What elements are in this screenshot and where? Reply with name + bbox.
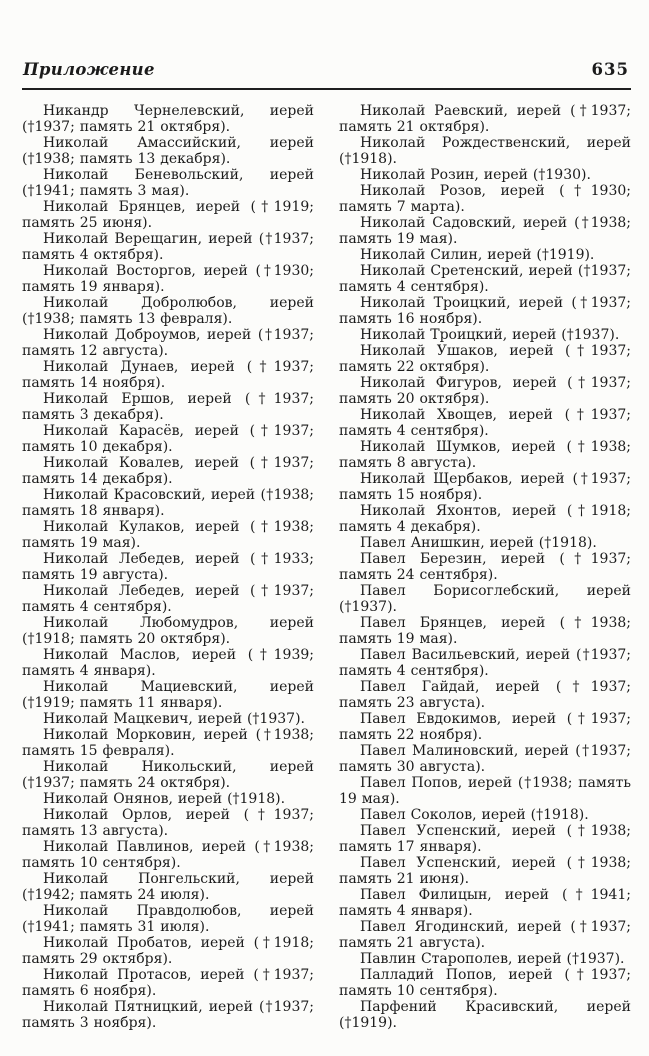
entry: Николай Брянцев, иерей (†1919; память 25 июня). <box>22 199 314 231</box>
entry: Николай Верещагин, иерей (†1937; память 4 октября). <box>22 231 314 263</box>
entry: Николай Орлов, иерей (†1937; память 13 августа). <box>22 807 314 839</box>
entry: Николай Сретенский, иерей (†1937; память 4 сентября). <box>339 263 631 295</box>
entry: Павел Борисоглебский, иерей (†1937). <box>339 583 631 615</box>
entry: Николай Пробатов, иерей (†1918; память 29 октября). <box>22 935 314 967</box>
two-column-text <box>22 103 631 1031</box>
entry: Николай Протасов, иерей (†1937; память 6 ноября). <box>22 967 314 999</box>
entry: Николай Фигуров, иерей (†1937; память 20 октября). <box>339 375 631 407</box>
entry: Николай Понгельский, иерей (†1942; память 24 июля). <box>22 871 314 903</box>
entry: Николай Онянов, иерей (†1918). <box>43 791 286 807</box>
entry: Николай Амассийский, иерей (†1938; память 13 декабря). <box>22 135 314 167</box>
entry: Николай Добролюбов, иерей (†1938; память 13 февраля). <box>22 295 314 327</box>
entry: Павел Успенский, иерей (†1938; память 21 июня). <box>339 855 631 887</box>
entry: Николай Ковалев, иерей (†1937; память 14 декабря). <box>22 455 314 487</box>
entry: Николай Правдолюбов, иерей (†1941; память 31 июля). <box>22 903 314 935</box>
entry: Николай Мациевский, иерей (†1919; память 11 января). <box>22 679 314 711</box>
entry: Палладий Попов, иерей (†1937; память 10 сентября). <box>339 967 631 999</box>
entry: Николай Беневольский, иерей (†1941; память 3 мая). <box>22 167 314 199</box>
entry: Николай Раевский, иерей (†1937; память 21 октября). <box>339 103 631 135</box>
entry: Николай Яхонтов, иерей (†1918; память 4 декабря). <box>339 503 631 535</box>
entry: Николай Ершов, иерей (†1937; память 3 декабря). <box>22 391 314 423</box>
entry: Николай Карасёв, иерей (†1937; память 10 декабря). <box>22 423 314 455</box>
entry: Николай Лебедев, иерей (†1937; память 4 сентября). <box>22 583 314 615</box>
entry: Николай Ушаков, иерей (†1937; память 22 октября). <box>339 343 631 375</box>
entry: Николай Троицкий, иерей (†1937; память 16 ноября). <box>339 295 631 327</box>
entry: Николай Доброумов, иерей (†1937; память 12 августа). <box>22 327 314 359</box>
entry: Павел Брянцев, иерей (†1938; память 19 мая). <box>339 615 631 647</box>
entry: Никандр Чернелевский, иерей (†1937; память 21 октября). <box>22 103 314 135</box>
entry: Николай Морковин, иерей (†1938; память 15 февраля). <box>22 727 314 759</box>
entry: Николай Маслов, иерей (†1939; память 4 января). <box>22 647 314 679</box>
entry: Николай Дунаев, иерей (†1937; память 14 ноября). <box>22 359 314 391</box>
page-number: 635 <box>591 60 629 79</box>
entry: Павел Малиновский, иерей (†1937; память 30 августа). <box>339 743 631 775</box>
entry: Николай Розов, иерей (†1930; память 7 марта). <box>339 183 631 215</box>
entry: Николай Розин, иерей (†1930). <box>360 167 591 183</box>
entry: Николай Садовский, иерей (†1938; память 19 мая). <box>339 215 631 247</box>
entry: Павел Ягодинский, иерей (†1937; память 21 августа). <box>339 919 631 951</box>
entry: Павел Филицын, иерей (†1941; память 4 января). <box>339 887 631 919</box>
entry: Николай Любомудров, иерей (†1918; память 20 октября). <box>22 615 314 647</box>
entry: Павел Березин, иерей (†1937; память 24 сентября). <box>339 551 631 583</box>
section-title: Приложение <box>23 60 155 79</box>
entry: Николай Никольский, иерей (†1937; память 24 октября). <box>22 759 314 791</box>
entry: Николай Хвощев, иерей (†1937; память 4 сентября). <box>339 407 631 439</box>
entry: Николай Шумков, иерей (†1938; память 8 августа). <box>339 439 631 471</box>
entry: Николай Силин, иерей (†1919). <box>360 247 595 263</box>
entry: Павел Гайдай, иерей (†1937; память 23 августа). <box>339 679 631 711</box>
entry: Павел Попов, иерей (†1938; память 19 мая). <box>339 775 631 807</box>
entry: Павел Евдокимов, иерей (†1937; память 22 ноября). <box>339 711 631 743</box>
entry: Николай Троицкий, иерей (†1937). <box>360 327 620 343</box>
header-rule <box>22 88 631 90</box>
entry: Парфений Красивский, иерей (†1919). <box>339 999 631 1031</box>
entry: Николай Рождественский, иерей (†1918). <box>339 135 631 167</box>
left-column <box>22 103 314 1031</box>
entry: Павел Успенский, иерей (†1938; память 17 января). <box>339 823 631 855</box>
entry: Павел Анишкин, иерей (†1918). <box>360 535 597 551</box>
running-head <box>22 60 631 79</box>
entry: Николай Кулаков, иерей (†1938; память 19 мая). <box>22 519 314 551</box>
entry: Николай Лебедев, иерей (†1933; память 19 августа). <box>22 551 314 583</box>
entry: Николай Восторгов, иерей (†1930; память 19 января). <box>22 263 314 295</box>
entry: Николай Красовский, иерей (†1938; память 18 января). <box>22 487 314 519</box>
entry: Павлин Старополев, иерей (†1937). <box>360 951 625 967</box>
entry: Николай Щербаков, иерей (†1937; память 15 ноября). <box>339 471 631 503</box>
entry: Николай Мацкевич, иерей (†1937). <box>43 711 305 727</box>
entry: Николай Пятницкий, иерей (†1937; память 3 ноября). <box>22 999 314 1031</box>
entry: Павел Васильевский, иерей (†1937; память 4 сентября). <box>339 647 631 679</box>
entry: Павел Соколов, иерей (†1918). <box>360 807 589 823</box>
right-column <box>339 103 631 1031</box>
entry: Николай Павлинов, иерей (†1938; память 10 сентября). <box>22 839 314 871</box>
